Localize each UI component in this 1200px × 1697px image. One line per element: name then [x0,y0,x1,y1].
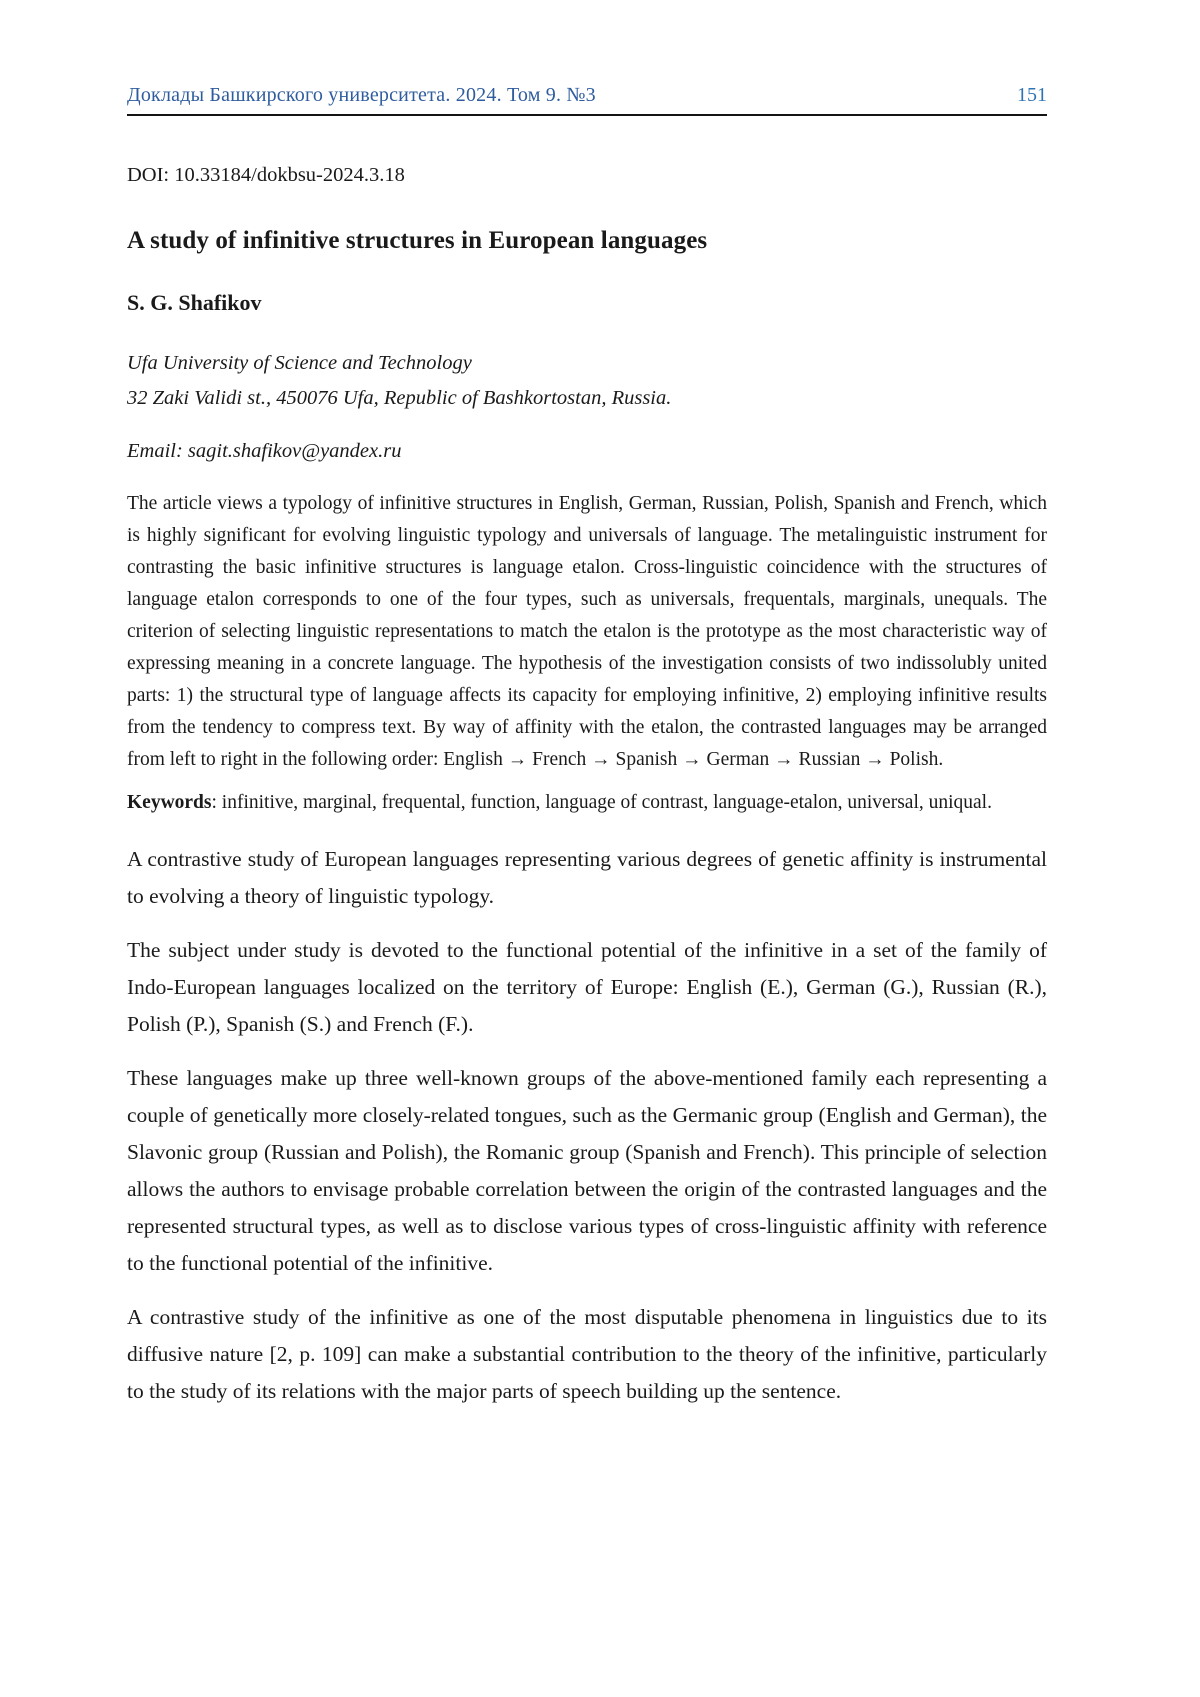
keywords-label: Keywords [127,792,212,813]
running-header [127,84,1047,116]
affiliation-institution: Ufa University of Science and Technology [127,352,472,374]
body-paragraph: These languages make up three well-known groups of the above-mentioned family each representing a couple of genetically more closely-related tongues, such as the Germanic group (English and German), the Slavonic group (Russian and Polish), the Romanic group (Spanish and French). This principle of selection allows the authors to envisage probable correlation between the origin of the contrasted languages and the represented structural types, as well as to disclose various types of cross-linguistic affinity with reference to the functional potential of the infinitive. [127,1066,1047,1275]
journal-header-title: Доклады Башкирского университета. 2024. Том 9. №3 [127,84,596,106]
author-name: S. G. Shafikov [127,290,262,315]
doi: DOI: 10.33184/dokbsu-2024.3.18 [127,164,405,186]
body-paragraph: A contrastive study of European languages representing various degrees of genetic affinity is instrumental to evolving a theory of linguistic typology. [127,847,1047,908]
affiliation [127,346,1047,416]
keywords [127,787,1047,819]
keywords-list: : infinitive, marginal, frequental, function, language of contrast, language-etalon, universal, uniqual. [211,792,992,813]
page-number: 151 [1017,84,1047,106]
article-title: A study of infinitive structures in European languages [127,227,708,254]
body-paragraph: A contrastive study of the infinitive as one of the most disputable phenomena in linguistics due to its diffusive nature [2, p. 109] can make a substantial contribution to the theory of the infinitive, particularly to the study of its relations with the major parts of speech building up the sentence. [127,1305,1047,1403]
author-email: Email: sagit.shafikov@yandex.ru [127,440,402,462]
affiliation-address: 32 Zaki Validi st., 450076 Ufa, Republic of Bashkortostan, Russia. [127,387,672,409]
body-paragraph: The subject under study is devoted to the functional potential of the infinitive in a set of the family of Indo-European languages localized on the territory of Europe: English (E.), German (G.), Russian (R.), Polish (P.), Spanish (S.) and French (F.). [127,938,1047,1036]
abstract-text: The article views a typology of infinitive structures in English, German, Russian, Polish, Spanish and French, which is highly significant for evolving linguistic typology and universals of language. The metalinguistic instrument for contrasting the basic infinitive structures is language etalon. Cross-linguistic coincidence with the structures of language etalon corresponds to one of the four types, such as universals, frequentals, marginals, unequals. The criterion of selecting linguistic representations to match the etalon is the prototype as the most characteristic way of expressing meaning in a concrete language. The hypothesis of the investigation consists of two indissolubly united parts: 1) the structural type of language affects its capacity for employing infinitive, 2) employing infinitive results from the tendency to compress text. By way of affinity with the etalon, the contrasted languages may be arranged from left to right in the following order: English → French → Spanish → German → Russian → Polish. [127,493,1047,770]
